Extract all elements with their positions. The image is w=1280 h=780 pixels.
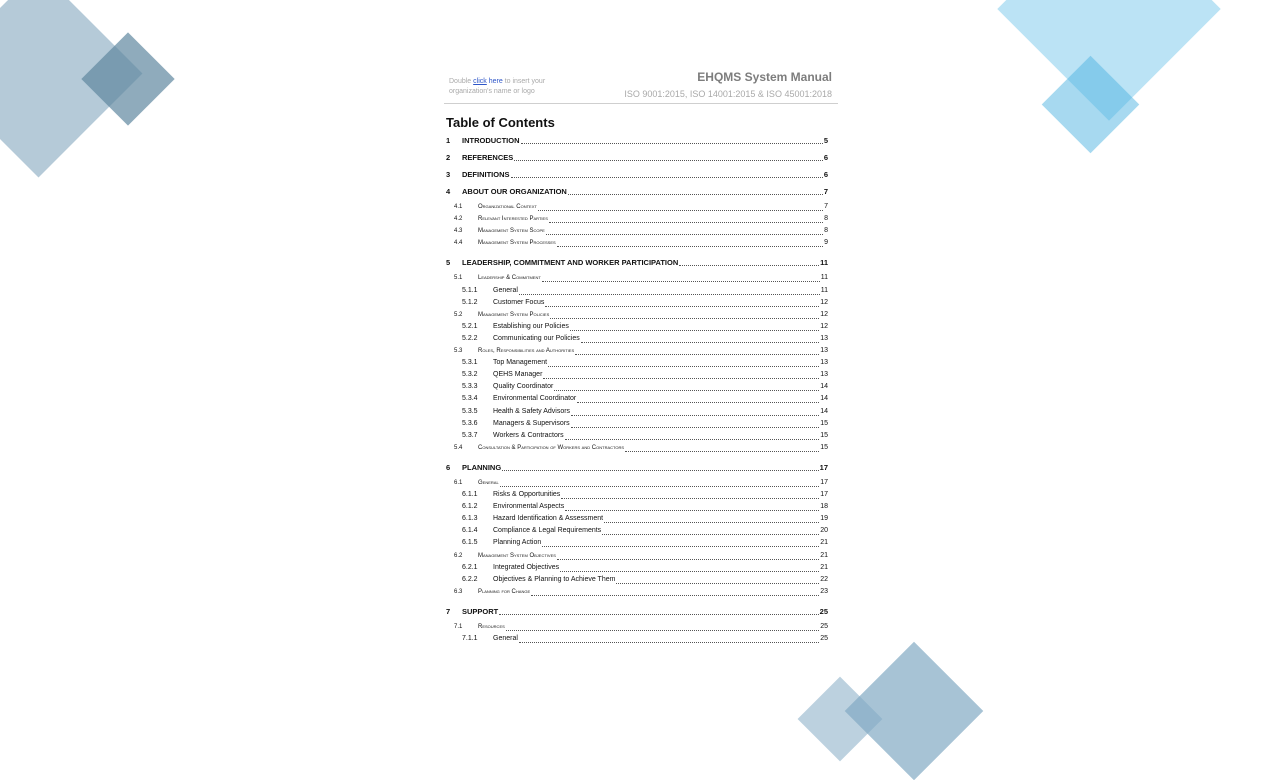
placeholder-text-start: Double xyxy=(449,78,472,85)
toc-dot-leader xyxy=(538,210,823,211)
toc-entry-page: 25 xyxy=(820,622,828,630)
toc-dot-leader xyxy=(604,522,819,523)
toc-entry-label: Health & Safety Advisors xyxy=(493,407,571,415)
toc-entry-label: Managers & Supervisors xyxy=(493,419,570,427)
toc-entry-label: Top Management xyxy=(493,359,548,367)
toc-entry-number: 6.1.5 xyxy=(462,539,478,547)
toc-entry[interactable] xyxy=(454,274,828,284)
toc-entry-page: 21 xyxy=(820,551,828,559)
toc-dot-leader xyxy=(502,470,818,471)
toc-entry-label: Environmental Coordinator xyxy=(493,395,577,403)
toc-entry-page: 11 xyxy=(820,274,828,282)
toc-entry-page: 8 xyxy=(824,227,828,235)
toc-entry-label: Leadership & Commitment xyxy=(478,275,541,282)
table-of-contents xyxy=(432,60,848,660)
toc-dot-leader xyxy=(546,234,823,235)
toc-entry-number: 5.4 xyxy=(454,444,463,451)
toc-entry-page: 15 xyxy=(820,443,828,451)
toc-entry-page: 18 xyxy=(820,503,828,511)
toc-entry-number: 1 xyxy=(446,136,451,145)
placeholder-text-end: to insert your organization's name or logo xyxy=(449,78,546,95)
toc-entry-number: 6.2.2 xyxy=(462,575,478,583)
toc-entry-page: 5 xyxy=(823,136,828,145)
toc-entry[interactable] xyxy=(462,635,828,645)
toc-entry[interactable] xyxy=(462,503,828,513)
toc-entry-number: 4.3 xyxy=(454,228,463,235)
toc-entry-label: Workers & Contractors xyxy=(493,431,564,439)
toc-entry-number: 5.3.1 xyxy=(462,359,478,367)
toc-entry-label: Establishing our Policies xyxy=(493,322,569,330)
toc-entry-page: 15 xyxy=(820,419,828,427)
toc-dot-leader xyxy=(575,354,819,355)
toc-entry-page: 12 xyxy=(820,298,828,306)
toc-entry-number: 6.1 xyxy=(454,479,463,486)
toc-entry-label: Quality Coordinator xyxy=(493,383,554,391)
toc-entry-number: 5.3.2 xyxy=(462,371,478,379)
toc-entry[interactable] xyxy=(446,170,828,180)
toc-entry[interactable] xyxy=(462,371,828,381)
toc-entry-number: 5.3.4 xyxy=(462,395,478,403)
toc-dot-leader xyxy=(625,451,819,452)
toc-entry-label: Integrated Objectives xyxy=(493,563,560,571)
toc-entry-label: Organizational Context xyxy=(478,204,537,210)
toc-entry-page: 13 xyxy=(820,347,828,354)
toc-entry-page: 25 xyxy=(820,635,828,642)
toc-dot-leader xyxy=(616,583,819,584)
toc-entry-label: Customer Focus xyxy=(493,298,545,306)
toc-entry-label: LEADERSHIP, COMMITMENT AND WORKER PARTICIPATION xyxy=(462,258,679,268)
toc-dot-leader xyxy=(577,402,819,403)
toc-entry-label: Environmental Aspects xyxy=(493,503,565,511)
toc-entry-number: 6.1.1 xyxy=(462,491,478,498)
toc-entry-label: Consultation & Participation of Workers and Contractors xyxy=(478,444,625,451)
toc-entry[interactable] xyxy=(462,527,828,537)
toc-entry-label: PLANNING xyxy=(462,462,502,472)
toc-entry-page: 8 xyxy=(824,215,828,223)
toc-dot-leader xyxy=(570,330,819,331)
toc-entry-page: 12 xyxy=(820,322,828,330)
toc-entry-page: 20 xyxy=(820,527,828,535)
toc-entry-number: 6.2 xyxy=(454,552,463,559)
toc-entry-label: ABOUT OUR ORGANIZATION xyxy=(462,187,567,196)
toc-entry-number: 5.2.1 xyxy=(462,322,478,330)
manual-title: EHQMS System Manual xyxy=(697,70,832,84)
toc-entry-label: Planning Action xyxy=(493,539,542,547)
toc-entry-page: 21 xyxy=(820,539,828,547)
toc-entry-page: 14 xyxy=(820,395,828,403)
toc-entry-page: 14 xyxy=(820,407,828,415)
toc-entry-number: 6.2.1 xyxy=(462,563,478,571)
toc-entry-page: 25 xyxy=(819,606,828,616)
toc-entry[interactable] xyxy=(454,215,828,225)
toc-entry[interactable] xyxy=(454,227,828,237)
toc-dot-leader xyxy=(542,281,820,282)
toc-entry[interactable] xyxy=(462,359,828,369)
toc-entry-page: 23 xyxy=(820,587,828,595)
toc-entry-label: Resources xyxy=(478,623,505,630)
toc-entry-label: Risks & Opportunities xyxy=(493,491,561,498)
toc-entry-label: Hazard Identification & Assessment xyxy=(493,515,604,523)
toc-dot-leader xyxy=(548,366,819,367)
toc-entry-page: 22 xyxy=(820,575,828,583)
toc-entry-number: 4.2 xyxy=(454,216,463,223)
toc-entry-number: 5.1 xyxy=(454,275,463,282)
toc-entry-number: 5.1.2 xyxy=(462,298,478,306)
toc-entry[interactable] xyxy=(446,607,828,617)
toc-entry-page: 11 xyxy=(820,258,828,268)
decor-diamond-bottom-large xyxy=(845,642,984,780)
toc-entry-number: 6.1.4 xyxy=(462,527,478,535)
toc-entry[interactable] xyxy=(446,187,828,197)
toc-dot-leader xyxy=(557,559,819,560)
toc-entry-page: 6 xyxy=(823,153,828,162)
toc-entry-label: QEHS Manager xyxy=(493,371,543,379)
toc-dot-leader xyxy=(519,642,819,643)
toc-entry[interactable] xyxy=(454,479,828,489)
toc-entry-label: Management System Processes xyxy=(478,240,556,247)
toc-entry-page: 15 xyxy=(820,431,828,439)
toc-entry-page: 7 xyxy=(823,187,828,196)
toc-entry-number: 5.3.5 xyxy=(462,407,478,415)
toc-entry-number: 4.4 xyxy=(454,240,463,247)
toc-entry[interactable] xyxy=(462,432,828,442)
toc-entry-number: 5.3.6 xyxy=(462,419,478,427)
toc-entry[interactable] xyxy=(446,258,828,268)
toc-entry-label: Planning for Change xyxy=(478,588,531,595)
toc-entry-page: 17 xyxy=(820,478,828,486)
toc-entry[interactable] xyxy=(454,623,828,633)
toc-entry-label: Objectives & Planning to Achieve Them xyxy=(493,575,616,583)
toc-entry[interactable] xyxy=(462,491,828,501)
toc-entry-page: 7 xyxy=(824,203,828,210)
toc-entry-number: 4 xyxy=(446,187,451,196)
toc-entry[interactable] xyxy=(454,552,828,562)
toc-entry-label: REFERENCES xyxy=(462,153,514,162)
toc-dot-leader xyxy=(511,177,823,178)
toc-dot-leader xyxy=(521,143,823,144)
toc-dot-leader xyxy=(565,510,819,511)
toc-entry[interactable] xyxy=(462,515,828,525)
toc-entry-number: 5.3.3 xyxy=(462,383,478,391)
placeholder-here-link[interactable]: here xyxy=(488,78,503,85)
toc-entry-label: General xyxy=(493,286,518,294)
toc-entry-label: Relevant Interested Parties xyxy=(478,216,548,223)
toc-dot-leader xyxy=(514,160,823,161)
toc-dot-leader xyxy=(571,427,820,428)
document-page xyxy=(432,60,848,660)
toc-entry-number: 7 xyxy=(446,606,451,616)
toc-dot-leader xyxy=(581,342,819,343)
toc-dot-leader xyxy=(571,415,819,416)
toc-entry-number: 2 xyxy=(446,153,451,162)
toc-dot-leader xyxy=(500,486,820,487)
toc-entry[interactable] xyxy=(462,420,828,430)
toc-entry[interactable] xyxy=(462,383,828,393)
toc-dot-leader xyxy=(557,246,823,247)
placeholder-click-link[interactable]: click xyxy=(473,78,487,85)
toc-entry-number: 6.1.3 xyxy=(462,515,478,523)
toc-entry-label: Roles, Responsibilities and Authorities xyxy=(478,348,575,354)
toc-dot-leader xyxy=(506,630,819,631)
toc-dot-leader xyxy=(543,378,819,379)
toc-entry[interactable] xyxy=(462,395,828,405)
toc-entry-number: 4.1 xyxy=(454,204,463,210)
toc-entry-number: 3 xyxy=(446,170,451,179)
toc-dot-leader xyxy=(549,222,823,223)
toc-entry-label: Management System Policies xyxy=(478,311,550,318)
toc-entry[interactable] xyxy=(462,408,828,418)
toc-dot-leader xyxy=(565,439,820,440)
toc-entry[interactable] xyxy=(454,203,828,213)
toc-entry-label: General xyxy=(493,635,518,642)
toc-entry-label: SUPPORT xyxy=(462,606,499,616)
toc-heading: Table of Contents xyxy=(446,115,555,130)
toc-entry-page: 19 xyxy=(820,515,828,523)
toc-entry-label: Communicating our Policies xyxy=(493,334,580,342)
toc-entry-page: 13 xyxy=(820,359,828,367)
toc-entry[interactable] xyxy=(454,588,828,598)
toc-entry-page: 6 xyxy=(823,170,828,179)
toc-entry-label: Compliance & Legal Requirements xyxy=(493,527,602,535)
toc-entry-number: 5.2 xyxy=(454,311,463,318)
toc-entry-number: 5 xyxy=(446,258,451,268)
toc-entry-page: 14 xyxy=(820,383,828,391)
toc-entry-page: 13 xyxy=(820,371,828,379)
toc-entry-page: 13 xyxy=(820,334,828,342)
toc-entry-page: 11 xyxy=(820,286,828,294)
toc-dot-leader xyxy=(519,294,820,295)
toc-entry[interactable] xyxy=(462,299,828,309)
toc-entry-number: 5.3.7 xyxy=(462,431,478,439)
toc-entry-page: 12 xyxy=(820,310,828,318)
toc-dot-leader xyxy=(545,306,819,307)
toc-entry-page: 9 xyxy=(824,239,828,247)
toc-dot-leader xyxy=(499,614,818,615)
toc-entry[interactable] xyxy=(462,564,828,574)
toc-entry-number: 6.1.2 xyxy=(462,503,478,511)
toc-entry-page: 21 xyxy=(820,563,828,571)
toc-entry[interactable] xyxy=(462,576,828,586)
toc-entry[interactable] xyxy=(454,347,828,357)
toc-dot-leader xyxy=(602,534,819,535)
toc-entry[interactable] xyxy=(462,539,828,549)
toc-entry-number: 6 xyxy=(446,462,451,472)
toc-dot-leader xyxy=(561,498,819,499)
toc-entry-number: 7.1 xyxy=(454,623,463,630)
toc-entry[interactable] xyxy=(462,335,828,345)
toc-entry-label: General xyxy=(478,479,499,486)
toc-entry-label: Management System Scope xyxy=(478,228,545,235)
toc-entry-number: 5.1.1 xyxy=(462,286,478,294)
toc-entry-page: 17 xyxy=(820,491,828,498)
toc-dot-leader xyxy=(550,318,819,319)
toc-entry-label: DEFINITIONS xyxy=(462,170,510,179)
toc-dot-leader xyxy=(542,546,819,547)
toc-dot-leader xyxy=(679,265,819,266)
toc-entry[interactable] xyxy=(446,153,828,163)
toc-entry-number: 6.3 xyxy=(454,588,463,595)
toc-entry[interactable] xyxy=(446,136,828,146)
toc-entry-number: 5.2.2 xyxy=(462,334,478,342)
toc-entry[interactable] xyxy=(462,287,828,297)
toc-entry-number: 5.3 xyxy=(454,348,463,354)
toc-entry[interactable] xyxy=(454,311,828,321)
toc-entry-label: INTRODUCTION xyxy=(462,136,520,145)
toc-entry[interactable] xyxy=(462,323,828,333)
toc-entry-page: 17 xyxy=(819,462,828,472)
toc-entry[interactable] xyxy=(446,463,828,473)
toc-dot-leader xyxy=(531,595,819,596)
toc-entry[interactable] xyxy=(454,239,828,249)
toc-entry[interactable] xyxy=(454,444,828,454)
manual-standards-subtitle: ISO 9001:2015, ISO 14001:2015 & ISO 45001:2018 xyxy=(624,89,832,99)
toc-entry-label: Management System Objectives xyxy=(478,552,556,559)
toc-dot-leader xyxy=(560,571,819,572)
toc-entry-number: 7.1.1 xyxy=(462,635,478,642)
toc-dot-leader xyxy=(568,194,823,195)
toc-dot-leader xyxy=(554,390,819,391)
